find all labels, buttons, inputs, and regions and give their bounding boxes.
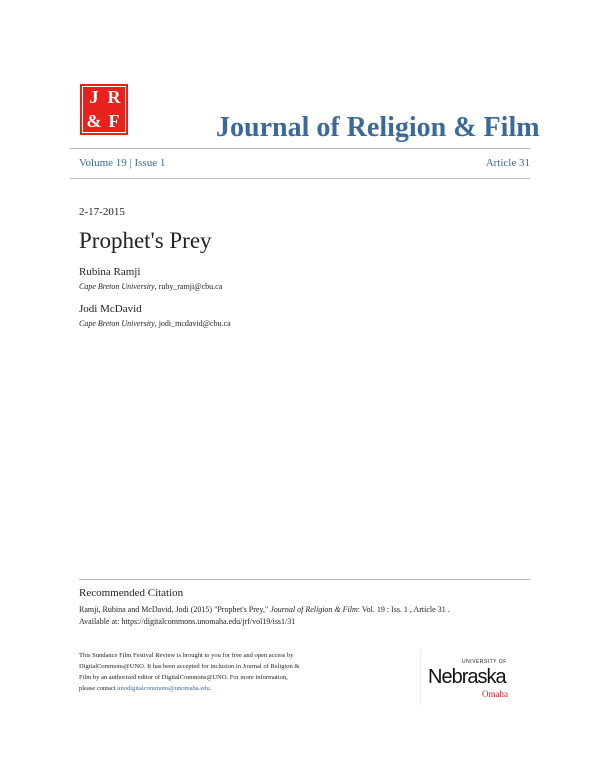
journal-logo: J R & F xyxy=(80,84,128,135)
divider xyxy=(79,579,530,580)
author-email: , ruby_ramji@cbu.ca xyxy=(154,282,223,291)
article-number-link[interactable]: Article 31 xyxy=(485,157,530,169)
access-note: This Sundance Film Festival Review is brought to you for free and open access by DigitalCommons@UNO. It has been accepted for inclusion in Journal of Religion & Film by an authorized editor of DigitalCommons@UNO. For more information, please contact unodigitalcommons@unomaha.edu. xyxy=(79,652,300,692)
article-title: Prophet's Prey xyxy=(79,228,212,253)
citation-heading: Recommended Citation xyxy=(79,587,184,599)
divider xyxy=(420,650,421,705)
author-email: , jodi_mcdavid@cbu.ca xyxy=(154,319,231,328)
citation-text: Ramji, Rubina and McDavid, Jodi (2015) "Prophet's Prey," Journal of Religion & Film: Vol. 19 : Iss. 1 , Article 31 . Available at: https://digitalcommons.unomaha.edu/jrf/vol19/iss1/31 xyxy=(79,605,450,626)
contact-email-link[interactable]: unodigitalcommons@unomaha.edu xyxy=(117,685,210,692)
divider xyxy=(70,148,530,149)
citation-url[interactable]: Available at: https://digitalcommons.unomaha.edu/jrf/vol19/iss1/31 xyxy=(79,617,296,626)
volume-issue-link[interactable]: Volume 19 | Issue 1 xyxy=(79,157,166,169)
author-affiliation: Cape Breton University, jodi_mcdavid@cbu.ca xyxy=(79,319,231,328)
author-name: Rubina Ramji xyxy=(79,266,141,278)
author-name: Jodi McDavid xyxy=(79,303,142,315)
document-page: J R & F Journal of Religion & Film Volume 19 | Issue 1 Article 31 2-17-2015 Prophet's Prey Rubina Ramji Cape Breton University, ruby_ramji@cbu.ca Jodi McDavid Cape Breton University, jodi_mcdavid@cbu.ca Recommended Citation Ramji, Rubina and McDavid, Jodi (2015) "Prophet's Prey," Journal of Religion & Film: Vol. 19 : Iss. 1 , Article 31 . Available at: https://digitalcommons.unomaha.edu/jrf/vol19/iss1/31 This Sundance Film Festival Review is brought to you for free and open access by DigitalCommons@UNO. It has been accepted for inclusion in Journal of Religion & Film by an authorized editor of DigitalCommons@UNO. For more information, please contact unodigitalcommons@unomaha.edu. UNIVERSITY OF Nebraska Omaha xyxy=(0,0,600,776)
publication-date: 2-17-2015 xyxy=(79,206,125,218)
divider xyxy=(70,178,530,179)
journal-title: Journal of Religion & Film xyxy=(216,112,540,143)
author-affiliation: Cape Breton University, ruby_ramji@cbu.ca xyxy=(79,282,223,291)
